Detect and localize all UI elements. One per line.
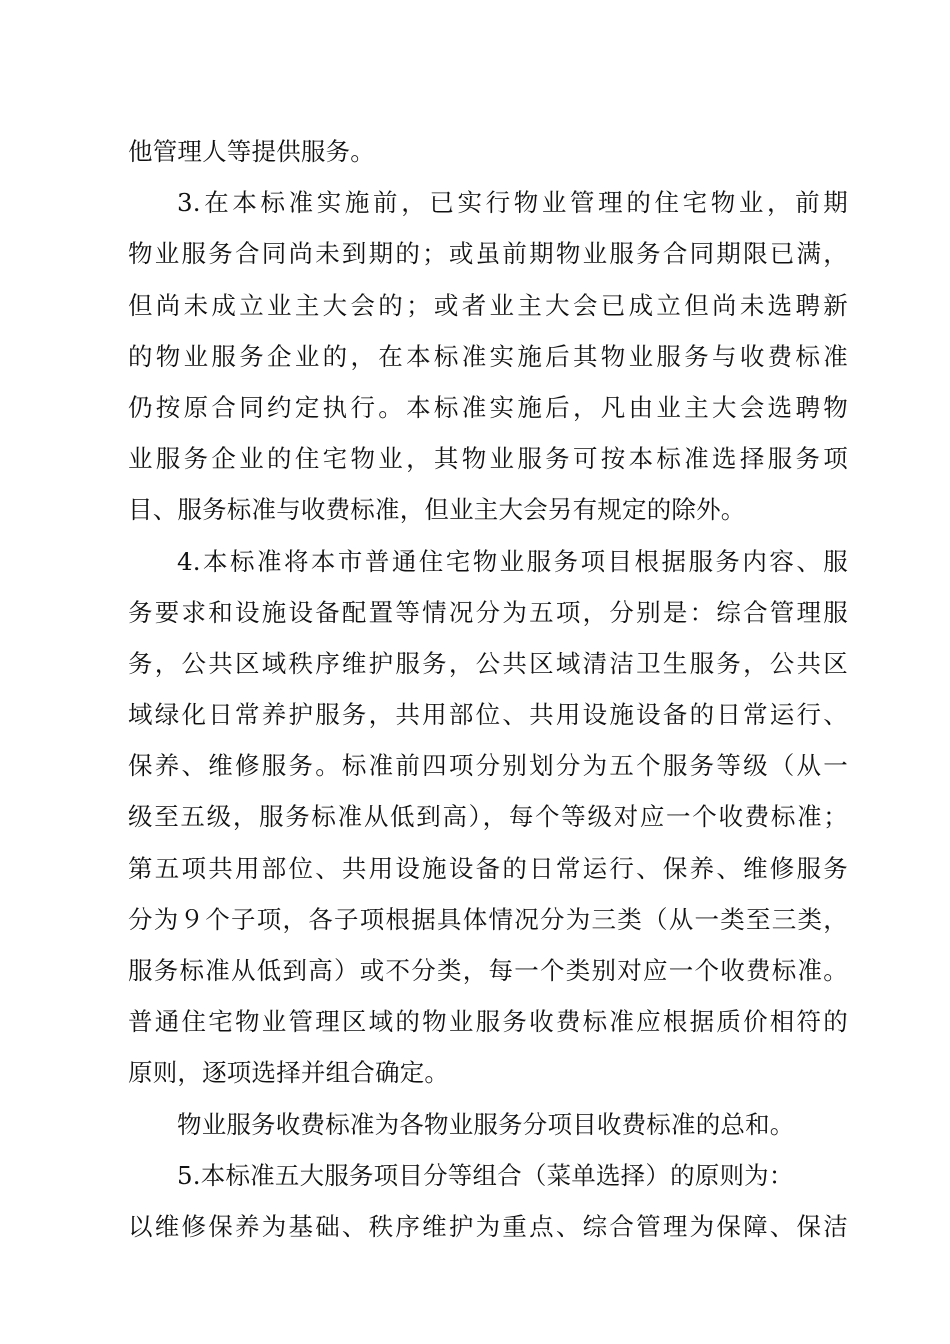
text-line-20: 物业服务收费标准为各物业服务分项目收费标准的总和。 [177,1109,795,1139]
text-line-21: 5.本标准五大服务项目分等组合（菜单选择）的原则为： [177,1160,794,1190]
text-line-16: 分为９个子项，各子项根据具体情况分为三类（从一类至三类， [128,904,848,934]
text-line-10: 务要求和设施设备配置等情况分为五项，分别是：综合管理服 [128,597,848,627]
text-line-1: 他管理人等提供服务。 [128,137,375,166]
text-line-15: 第五项共用部位、共用设施设备的日常运行、保养、维修服务 [128,853,848,883]
text-line-11: 务，公共区域秩序维护服务，公共区域清洁卫生服务，公共区 [128,648,848,678]
text-line-14: 级至五级，服务标准从低到高），每个等级对应一个收费标准； [128,802,848,832]
text-line-3: 物业服务合同尚未到期的；或虽前期物业服务合同期限已满， [128,239,848,269]
text-line-4: 但尚未成立业主大会的；或者业主大会已成立但尚未选聘新 [128,290,848,320]
text-line-17: 服务标准从低到高）或不分类，每一个类别对应一个收费标准。 [128,956,848,985]
text-line-9: 4.本标准将本市普通住宅物业服务项目根据服务内容、服 [177,546,848,576]
text-line-19: 原则，逐项选择并组合确定。 [128,1058,450,1088]
text-line-13: 保养、维修服务。标准前四项分别划分为五个服务等级（从一 [128,751,848,781]
text-line-8: 目、服务标准与收费标准，但业主大会另有规定的除外。 [128,495,746,525]
text-line-7: 业服务企业的住宅物业，其物业服务可按本标准选择服务项 [128,444,848,474]
text-line-6: 仍按原合同约定执行。本标准实施后，凡由业主大会选聘物 [128,392,848,422]
text-line-22: 以维修保养为基础、秩序维护为重点、综合管理为保障、保洁 [128,1211,848,1241]
text-line-5: 的物业服务企业的，在本标准实施后其物业服务与收费标准 [128,341,848,371]
text-line-12: 域绿化日常养护服务，共用部位、共用设施设备的日常运行、 [128,700,848,730]
text-line-18: 普通住宅物业管理区域的物业服务收费标准应根据质价相符的 [128,1007,848,1037]
document-body [128,126,848,1252]
text-line-2: 3.在本标准实施前，已实行物业管理的住宅物业，前期 [177,188,848,218]
